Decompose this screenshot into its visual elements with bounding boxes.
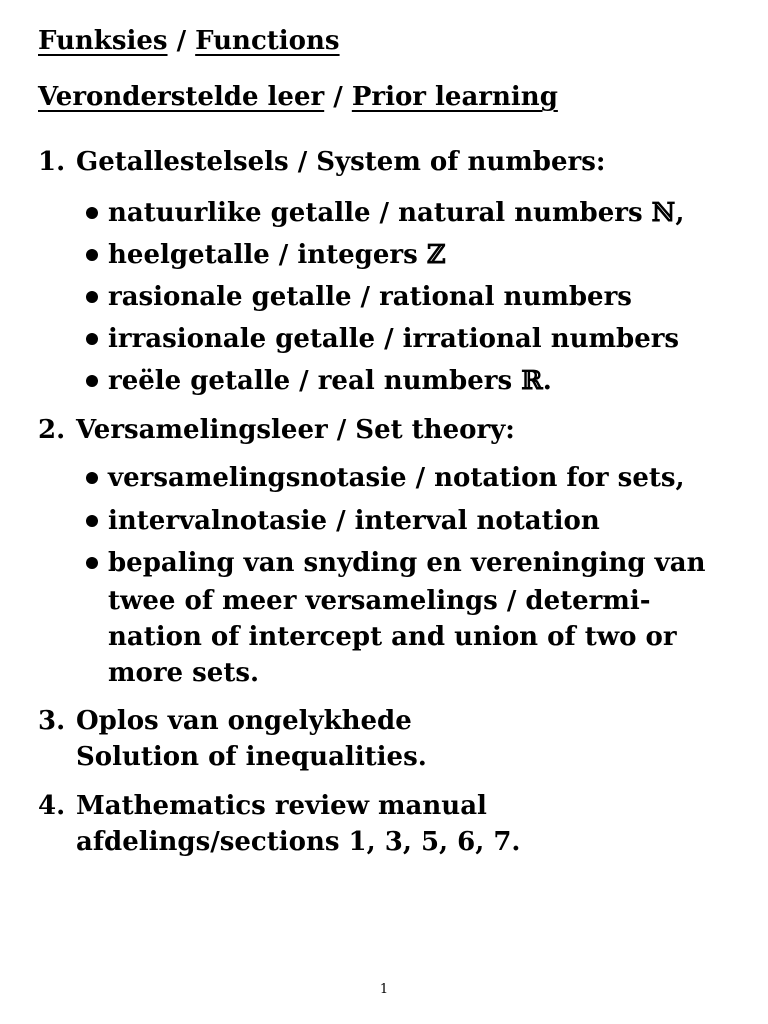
list-item-text: Mathematics review manual [76, 791, 487, 821]
section-heading [38, 80, 558, 114]
list-item-text: Getallestelsels / System of numbers: [76, 147, 606, 177]
list-subitem-continuation: nation of intercept and union of two or [108, 622, 677, 652]
bullet-icon [86, 375, 98, 387]
list-subitem: intervalnotasie / interval notation [108, 506, 600, 536]
list-item-number: 4. [38, 791, 66, 821]
list-subitem-continuation: more sets. [108, 658, 260, 688]
title-afrikaans: Funksies [38, 26, 168, 56]
list-subitem: irrasionale getalle / irrational numbers [108, 324, 680, 354]
list-subitem: natuurlike getalle / natural numbers ℕ, [108, 198, 685, 228]
title-english: Functions [195, 26, 340, 56]
list-subitem-continuation: twee of meer versamelings / determi- [108, 586, 651, 616]
list-item-text: Versamelingsleer / Set theory: [76, 415, 515, 445]
bullet-icon [86, 291, 98, 303]
list-item-number: 3. [38, 706, 66, 736]
list-subitem: heelgetalle / integers ℤ [108, 240, 446, 270]
list-item-text-continuation: afdelings/sections 1, 3, 5, 6, 7. [76, 827, 521, 857]
list-subitem: reële getalle / real numbers ℝ. [108, 366, 552, 396]
bullet-icon [86, 472, 98, 484]
page-title [38, 24, 340, 58]
list-subitem: versamelingsnotasie / notation for sets, [108, 463, 685, 493]
list-item-number: 2. [38, 415, 66, 445]
list-item-text-continuation: Solution of inequalities. [76, 742, 427, 772]
subtitle-afrikaans: Veronderstelde leer [38, 82, 325, 112]
list-item-number: 1. [38, 147, 66, 177]
bullet-icon [86, 557, 98, 569]
page-number: 1 [379, 982, 389, 997]
subtitle-english: Prior learning [351, 82, 558, 112]
bullet-icon [86, 515, 98, 527]
list-subitem: bepaling van snyding en vereninging van [108, 548, 706, 578]
list-item-text: Oplos van ongelykhede [76, 706, 412, 736]
bullet-icon [86, 207, 98, 219]
bullet-icon [86, 249, 98, 261]
title-separator: / [176, 26, 187, 56]
subtitle-separator: / [333, 82, 343, 112]
list-subitem: rasionale getalle / rational numbers [108, 282, 632, 312]
bullet-icon [86, 333, 98, 345]
